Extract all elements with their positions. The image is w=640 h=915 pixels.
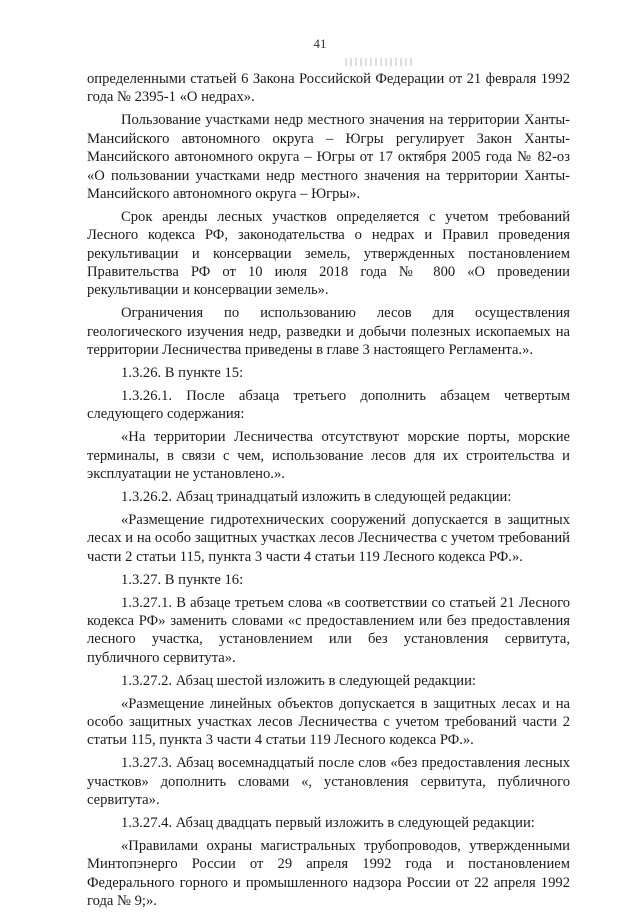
paragraph: определенными статьей 6 Закона Российской Федерации от 21 февраля 1992 года № 2395-1 «О недрах». (87, 71, 570, 106)
paragraph: Срок аренды лесных участков определяется с учетом требований Лесного кодекса РФ, законодательства о недрах и Правил проведения рекультивации и консервации земель, утвержденных постановлением Правительства РФ от 10 июля 2018 года № 800 «О проведении рекультивации и консервации земель». (87, 208, 570, 299)
paragraph: «Размещение линейных объектов допускается в защитных лесах и на особо защитных участках лесов Лесничества с учетом требований части 2 статьи 115, пункта 3 части 4 статьи 119 Лесного кодекса РФ.». (87, 695, 570, 749)
scan-stamp-mark (345, 58, 415, 66)
paragraph: «На территории Лесничества отсутствуют морские порты, морские терминалы, в связи с чем, использование лесов для их строительства и эксплуатации не установлено.». (87, 429, 570, 483)
paragraph: Ограничения по использованию лесов для осуществления геологического изучения недр, разведки и добычи полезных ископаемых на территории Лесничества приведены в главе 3 настоящего Регламента.». (87, 305, 570, 359)
document-body (87, 70, 570, 915)
paragraph: Пользование участками недр местного значения на территории Ханты-Мансийского автономного округа – Югры регулирует Закон Ханты-Мансийского автономного округа – Югры от 17 октября 2005 года № 82-оз «О пользовании участками недр местного значения на территории Ханты-Мансийского автономного округа – Югры». (87, 112, 570, 202)
clause-heading: 1.3.26. В пункте 15: (121, 365, 244, 382)
paragraph: «Правилами охраны магистральных трубопроводов, утвержденными Минтопэнерго России от 29 апреля 1992 года и постановлением Федерального горного и промышленного надзора России от 22 апреля 1992 года № 9;». (87, 837, 570, 910)
paragraph: 1.3.27.1. В абзаце третьем слова «в соответствии со статьей 21 Лесного кодекса РФ» заменить словами «с предоставлением или без предоставления лесного участка, установлением или без установления сервитута, публичного сервитута». (87, 594, 570, 666)
paragraph: 1.3.27.3. Абзац восемнадцатый после слов «без предоставления лесных участков» дополнить словами «, установления сервитута, публичного сервитута». (87, 755, 570, 809)
paragraph: 1.3.26.2. Абзац тринадцатый изложить в следующей редакции: (121, 489, 512, 506)
page-number: 41 (313, 36, 327, 51)
paragraph: 1.3.27.4. Абзац двадцать первый изложить в следующей редакции: (121, 815, 535, 832)
paragraph: «Размещение гидротехнических сооружений допускается в защитных лесах и на особо защитных участках лесов Лесничества с учетом требований части 2 статьи 115, пункта 3 части 4 статьи 119 Лесного кодекса РФ.». (87, 511, 570, 565)
clause-heading: 1.3.27. В пункте 16: (121, 571, 244, 588)
paragraph: 1.3.26.1. После абзаца третьего дополнить абзацем четвертым следующего содержания: (87, 388, 570, 423)
paragraph: 1.3.27.2. Абзац шестой изложить в следующей редакции: (121, 672, 476, 689)
